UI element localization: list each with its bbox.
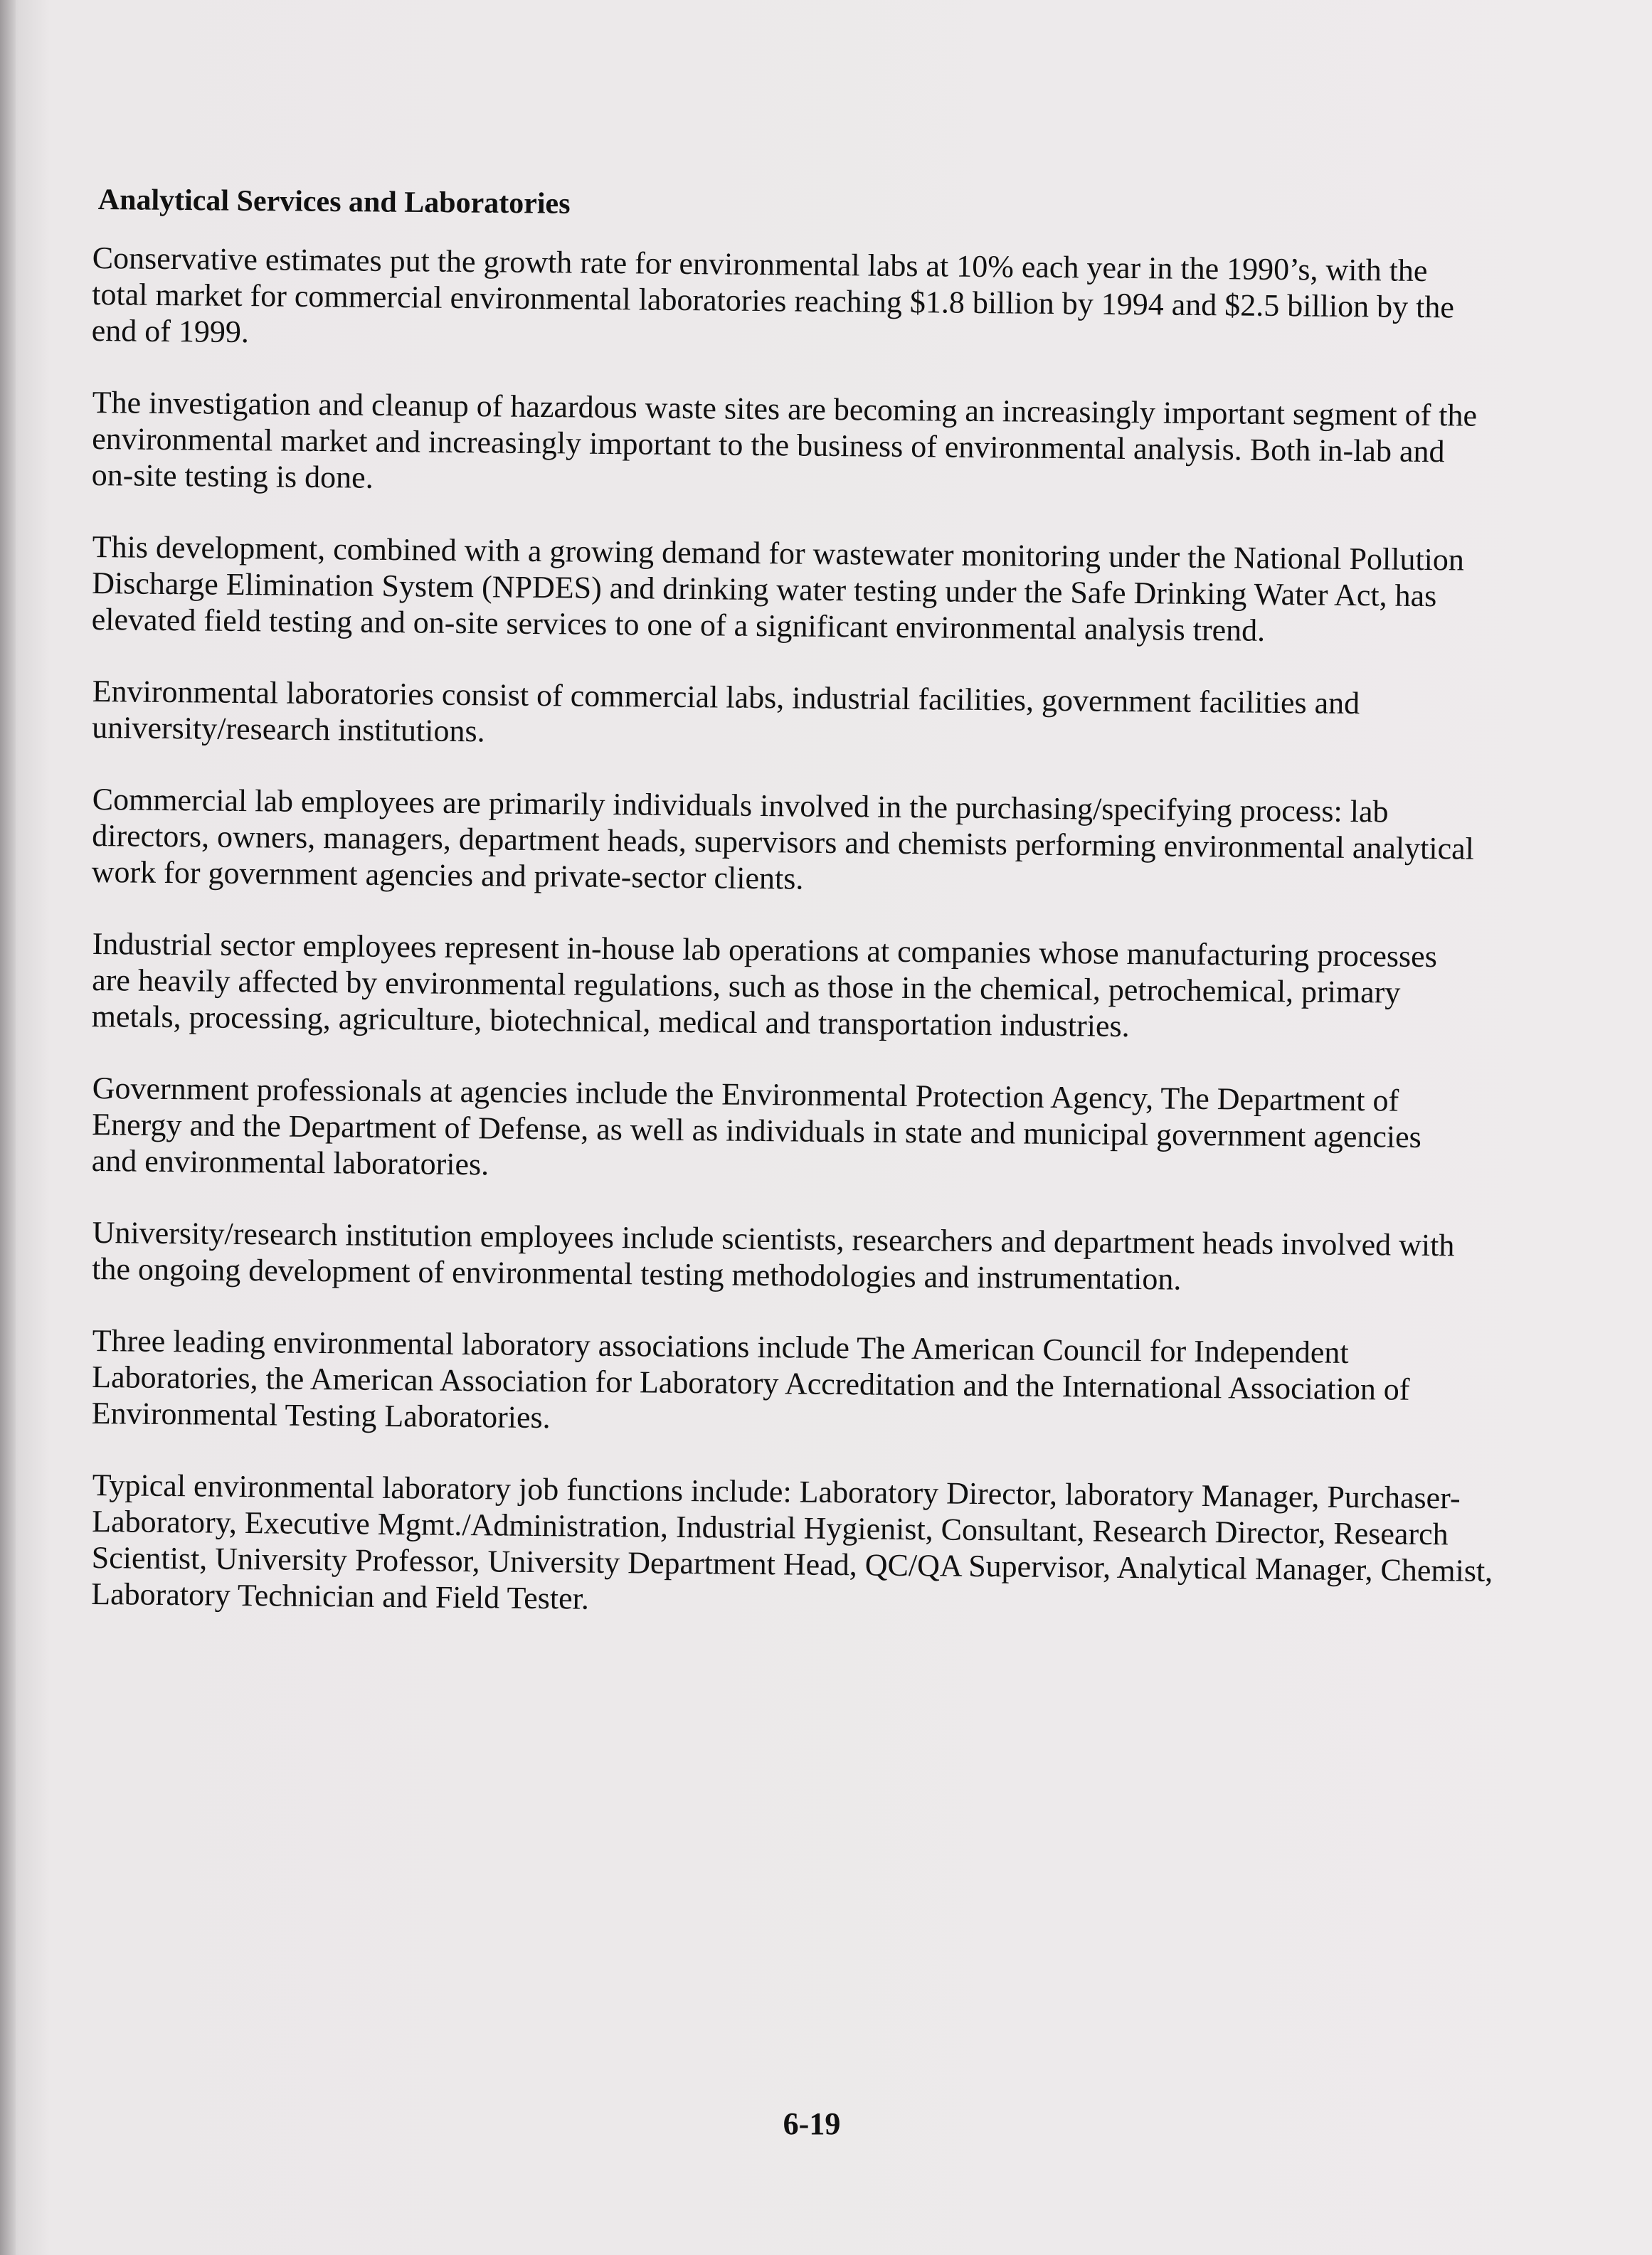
page-content [92, 181, 1587, 1648]
paragraph-industrial: Industrial sector employees represent in-house lab operations at companies whose manufacturing processes are heavily affected by environmental regulations, such as those in the chemical, petrochemical, primary metals, processing, agriculture, biotechnical, medical and transportation industries. [91, 926, 1438, 1044]
paragraph-job-functions: Typical environmental laboratory job functions include: Laboratory Director, laboratory Manager, Purchaser-Laboratory, Executive Mgmt./Administration, Industrial Hygienist, Consultant, Research Director, Research Scientist, University Professor, University Department Head, QC/QA Supervisor, Analytical Manager, Chemist, Laboratory Technician and Field Tester. [91, 1468, 1493, 1616]
paragraph-growth-rate: Conservative estimates put the growth rate for environmental labs at 10% each year in the 1990’s, with the total market for commercial environmental laboratories reaching $1.8 billion by 1994 and $2.5 billion by the end of 1999. [91, 240, 1455, 350]
paragraph-lab-types: Environmental laboratories consist of commercial labs, industrial facilities, government facilities and university/research institutions. [92, 673, 1360, 749]
paragraph-commercial: Commercial lab employees are primarily individuals involved in the purchasing/specifying process: lab directors, owners, managers, department heads, supervisors and chemists performing environmental analytical work for government agencies and private-sector clients. [91, 782, 1475, 896]
page-number: 6-19 [783, 2106, 841, 2141]
section-heading: Analytical Services and Laboratories [97, 183, 571, 221]
paragraph-government: Government professionals at agencies include the Environmental Protection Agency, The Department of Energy and the Department of Defense, as well as individuals in state and municipal government agencies and environmental laboratories. [91, 1071, 1422, 1182]
page-footer [0, 2106, 1652, 2142]
paragraph-university: University/research institution employees include scientists, researchers and department heads involved with the ongoing development of environmental testing methodologies and instrumentation. [92, 1215, 1455, 1297]
book-spine-shadow [0, 0, 16, 2255]
paragraph-npdes: This development, combined with a growing demand for wastewater monitoring under the National Pollution Discharge Elimination System (NPDES) and drinking water testing under the Safe Drinking Water Act, has elevated field testing and on-site services to one of a significant environmental analysis trend. [91, 529, 1465, 648]
paragraph-associations: Three leading environmental laboratory associations include The American Council for Independent Laboratories, the American Association for Laboratory Accreditation and the International Association of Environmental Testing Laboratories. [91, 1323, 1410, 1436]
paragraph-hazardous-waste: The investigation and cleanup of hazardous waste sites are becoming an increasingly important segment of the environmental market and increasingly important to the business of environmental analysis. Both in-lab and on-site testing is done. [91, 384, 1478, 495]
